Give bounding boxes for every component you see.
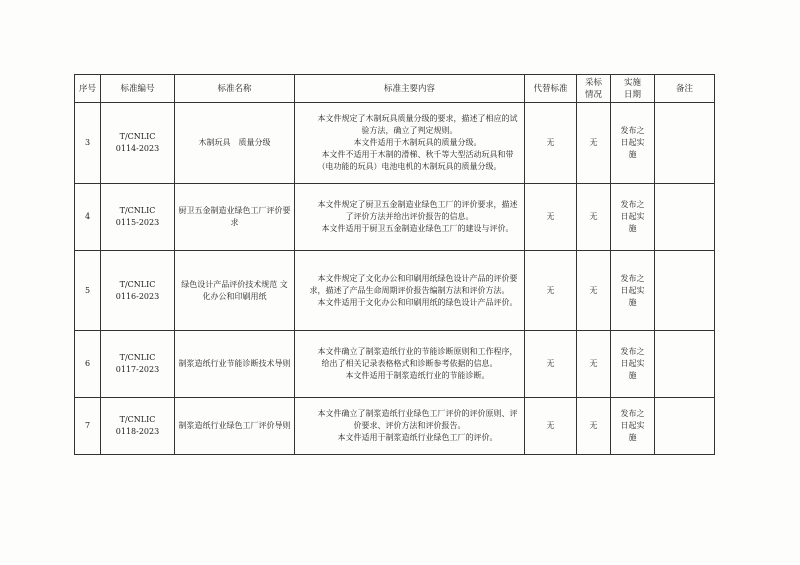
row-impl-date bbox=[611, 398, 655, 455]
row-remark bbox=[655, 184, 715, 251]
content-paragraph: 本文件适用于厨卫五金制造业绿色工厂的建设与评价。 bbox=[321, 224, 514, 233]
table-row bbox=[75, 251, 715, 331]
row-replace: 无 bbox=[525, 331, 577, 398]
table-row bbox=[75, 103, 715, 184]
impl-line1: 发布之 bbox=[620, 273, 645, 283]
header-impl-line1: 实施 bbox=[623, 77, 641, 88]
content-paragraph: 本文件规定了厨卫五金制造业绿色工厂的评价要求，描述了评价方法并给出评价报告的信息。 bbox=[317, 200, 518, 221]
row-content bbox=[295, 331, 525, 398]
row-content bbox=[295, 184, 525, 251]
content-paragraph: 本文件规定了文化办公和印刷用纸绿色设计产品的评价要求，描述了产品生命周期评价报告编制方法和评价方法。 bbox=[309, 273, 518, 295]
content-paragraph: 本文件规定了木制玩具质量分级的要求，描述了相应的试验方法，确立了判定规则。 bbox=[317, 114, 518, 135]
impl-line3: 施 bbox=[628, 224, 637, 233]
row-name: 制浆造纸行业节能诊断技术导则 bbox=[175, 331, 295, 398]
table-row bbox=[75, 184, 715, 251]
row-name: 制浆造纸行业绿色工厂评价导则 bbox=[175, 398, 295, 455]
impl-line2: 日起实 bbox=[620, 421, 645, 430]
row-content bbox=[295, 398, 525, 455]
row-code-line2: 0115-2023 bbox=[115, 218, 160, 227]
impl-line2: 日起实 bbox=[620, 359, 645, 368]
impl-line1: 发布之 bbox=[620, 200, 645, 209]
row-remark bbox=[655, 103, 715, 184]
impl-line3: 施 bbox=[628, 150, 637, 159]
table-row bbox=[75, 331, 715, 398]
row-content bbox=[295, 251, 525, 331]
header-replace: 代替标准 bbox=[525, 75, 577, 103]
row-impl-date bbox=[611, 331, 655, 398]
row-code-line1: T/CNLIC bbox=[119, 279, 156, 289]
row-code-line1: T/CNLIC bbox=[119, 206, 156, 215]
row-code bbox=[101, 184, 175, 251]
row-replace: 无 bbox=[525, 251, 577, 331]
content-paragraph: 本文件确立了制浆造纸行业的节能诊断原则和工作程序，给出了相关记录表格格式和诊断参考依据的信息。 bbox=[317, 347, 518, 368]
impl-line2: 日起实 bbox=[620, 212, 645, 221]
header-adopt bbox=[577, 75, 611, 103]
content-paragraph: 本文件适用于制浆造纸行业的节能诊断。 bbox=[345, 371, 490, 380]
header-code: 标准编号 bbox=[101, 75, 175, 103]
row-impl-date bbox=[611, 184, 655, 251]
row-seq: 3 bbox=[75, 103, 101, 184]
standards-table bbox=[74, 74, 715, 455]
row-remark bbox=[655, 251, 715, 331]
row-impl-date bbox=[611, 103, 655, 184]
row-code-line2: 0116-2023 bbox=[115, 291, 160, 301]
impl-line1: 发布之 bbox=[620, 347, 645, 356]
row-replace: 无 bbox=[525, 103, 577, 184]
row-replace: 无 bbox=[525, 184, 577, 251]
row-code-line2: 0118-2023 bbox=[115, 427, 160, 436]
content-paragraph: 本文件适用于文化办公和印刷用纸的绿色设计产品评价。 bbox=[317, 297, 518, 307]
impl-line1: 发布之 bbox=[620, 126, 645, 135]
row-name: 厨卫五金制造业绿色工厂评价要求 bbox=[175, 184, 295, 251]
row-remark bbox=[655, 398, 715, 455]
row-replace: 无 bbox=[525, 398, 577, 455]
header-impl bbox=[611, 75, 655, 103]
header-impl-line2: 日期 bbox=[623, 89, 641, 100]
row-impl-date bbox=[611, 251, 655, 331]
row-seq: 6 bbox=[75, 331, 101, 398]
row-name: 绿色设计产品评价技术规范 文化办公和印刷用纸 bbox=[175, 251, 295, 331]
impl-line2: 日起实 bbox=[620, 285, 645, 295]
header-seq: 序号 bbox=[75, 75, 101, 103]
row-code-line1: T/CNLIC bbox=[119, 415, 156, 424]
row-code bbox=[101, 103, 175, 184]
header-content: 标准主要内容 bbox=[295, 75, 525, 103]
impl-line3: 施 bbox=[628, 433, 637, 442]
row-seq: 4 bbox=[75, 184, 101, 251]
impl-line3: 施 bbox=[628, 297, 637, 307]
impl-line3: 施 bbox=[628, 371, 637, 380]
row-code bbox=[101, 331, 175, 398]
row-seq: 7 bbox=[75, 398, 101, 455]
header-name: 标准名称 bbox=[175, 75, 295, 103]
row-adopt: 无 bbox=[577, 331, 611, 398]
row-code-line1: T/CNLIC bbox=[119, 353, 156, 362]
content-paragraph: 本文件不适用于木制的滑梯、秋千等大型活动玩具和带（电功能的玩具）电池电机的木制玩具的质量分级。 bbox=[317, 150, 514, 171]
header-adopt-line2: 情况 bbox=[584, 89, 602, 100]
row-code-line2: 0114-2023 bbox=[115, 144, 160, 153]
row-content bbox=[295, 103, 525, 184]
table-header-row bbox=[75, 75, 715, 103]
header-adopt-line1: 采标 bbox=[584, 77, 602, 88]
row-adopt: 无 bbox=[577, 103, 611, 184]
row-code bbox=[101, 251, 175, 331]
row-seq: 5 bbox=[75, 251, 101, 331]
row-adopt: 无 bbox=[577, 251, 611, 331]
row-code-line1: T/CNLIC bbox=[119, 132, 156, 141]
row-code-line2: 0117-2023 bbox=[115, 365, 160, 374]
row-name: 木制玩具 质量分级 bbox=[175, 103, 295, 184]
impl-line1: 发布之 bbox=[620, 409, 645, 418]
row-remark bbox=[655, 331, 715, 398]
row-code bbox=[101, 398, 175, 455]
impl-line2: 日起实 bbox=[620, 138, 645, 147]
table-row bbox=[75, 398, 715, 455]
row-adopt: 无 bbox=[577, 398, 611, 455]
content-paragraph: 本文件确立了制浆造纸行业绿色工厂评价的评价原则、评价要求、评价方法和评价报告。 bbox=[317, 409, 518, 430]
content-paragraph: 本文件适用于木制玩具的质量分级。 bbox=[353, 138, 482, 147]
content-paragraph: 本文件适用于制浆造纸行业绿色工厂的评价。 bbox=[337, 433, 498, 442]
header-remark: 备注 bbox=[655, 75, 715, 103]
row-adopt: 无 bbox=[577, 184, 611, 251]
